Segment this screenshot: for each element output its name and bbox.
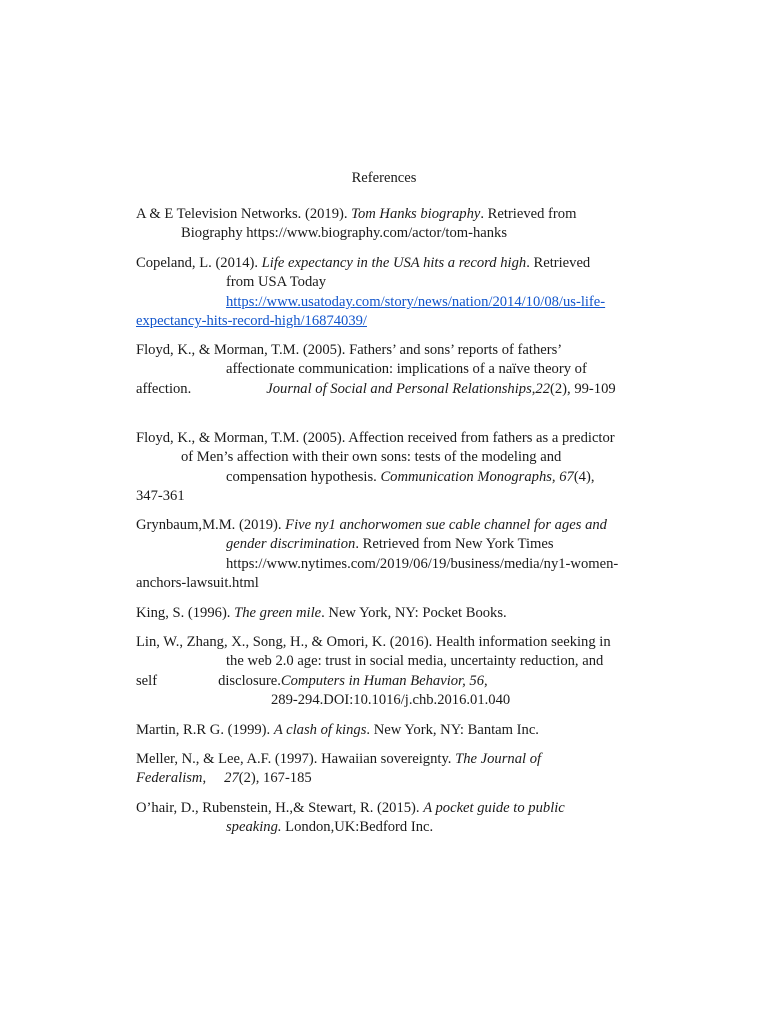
- reference-line: 347-361: [136, 488, 185, 505]
- reference-title: Communication Monographs, 67: [380, 468, 574, 485]
- reference-volume: 27: [224, 770, 239, 787]
- reference-line: [136, 312, 636, 331]
- reference-line: Floyd, K., & Morman, T.M. (2005). Affection received from fathers as a predictor: [136, 430, 615, 446]
- reference-entry: [136, 429, 636, 507]
- reference-line: Grynbaum,M.M. (2019). Five ny1 anchorwomen sue cable channel for ages and: [136, 517, 607, 533]
- reference-title: Computers in Human Behavior, 56: [280, 672, 484, 689]
- reference-line: https://www.nytimes.com/2019/06/19/business/media/ny1-women-: [226, 555, 619, 572]
- reference-line: of Men’s affection with their own sons: tests of the modeling and: [181, 449, 562, 466]
- reference-entry: [136, 516, 636, 594]
- reference-line: Lin, W., Zhang, X., Song, H., & Omori, K. (2016). Health information seeking in: [136, 634, 611, 650]
- reference-line: 289-294.DOI:10.1016/j.chb.2016.01.040: [271, 692, 511, 709]
- reference-line: compensation hypothesis. Communication Monographs, 67(4),: [226, 468, 595, 485]
- reference-title: Tom Hanks biography: [351, 206, 481, 222]
- reference-line: gender discrimination. Retrieved from New York Times: [226, 536, 554, 553]
- reference-title: Federalism: [136, 770, 203, 787]
- reference-line: Federalism, 27(2), 167-185: [136, 770, 312, 787]
- reference-line: Biography https://www.biography.com/actor/tom-hanks: [181, 225, 508, 242]
- reference-title: speaking.: [226, 819, 282, 836]
- reference-title: The green mile: [234, 605, 322, 621]
- reference-line: anchors-lawsuit.html: [136, 575, 259, 592]
- reference-line: A & E Television Networks. (2019). Tom Hanks biography. Retrieved from: [136, 206, 577, 222]
- reference-line: Copeland, L. (2014). Life expectancy in the USA hits a record high. Retrieved: [136, 255, 591, 271]
- reference-title: Life expectancy in the USA hits a record high: [261, 255, 527, 271]
- reference-entry: [136, 205, 636, 244]
- reference-line: O’hair, D., Rubenstein, H.,& Stewart, R. (2015). A pocket guide to public: [136, 800, 565, 816]
- reference-line: [136, 293, 636, 312]
- reference-title: A clash of kings: [273, 722, 367, 738]
- reference-line: affection. Journal of Social and Personal Relationships,22(2), 99-109: [136, 380, 616, 397]
- reference-line: the web 2.0 age: trust in social media, uncertainty reduction, and: [226, 653, 604, 670]
- reference-line: King, S. (1996). The green mile. New York, NY: Pocket Books.: [136, 605, 507, 621]
- reference-entry: [136, 341, 636, 399]
- reference-entry: [136, 721, 636, 740]
- reference-entry: [136, 254, 636, 332]
- reference-line: affectionate communication: implications of a naïve theory of: [226, 361, 587, 378]
- reference-line: Floyd, K., & Morman, T.M. (2005). Fathers’ and sons’ reports of fathers’: [136, 342, 563, 358]
- reference-title: gender discrimination: [226, 536, 356, 553]
- reference-line: Meller, N., & Lee, A.F. (1997). Hawaiian sovereignty. The Journal of: [136, 751, 542, 767]
- reference-entry: [136, 604, 636, 623]
- reference-line: self disclosure.Computers in Human Behavior, 56,: [136, 672, 488, 689]
- usatoday-link-continued[interactable]: expectancy-hits-record-high/16874039/: [136, 313, 367, 330]
- reference-title: Five ny1 anchorwomen sue cable channel for ages and: [285, 517, 607, 533]
- reference-entry: [136, 799, 636, 838]
- reference-title: A pocket guide to public: [423, 800, 565, 816]
- reference-entry: [136, 633, 636, 711]
- reference-entry: [136, 750, 636, 789]
- reference-title: The Journal of: [455, 751, 542, 767]
- references-heading: References: [351, 170, 417, 186]
- reference-title: Journal of Social and Personal Relationships,22: [266, 380, 551, 397]
- reference-line: from USA Today: [226, 274, 327, 291]
- reference-line: speaking. London,UK:Bedford Inc.: [226, 819, 434, 836]
- reference-line: Martin, R.R G. (1999). A clash of kings. New York, NY: Bantam Inc.: [136, 722, 539, 738]
- usatoday-link[interactable]: https://www.usatoday.com/story/news/nation/2014/10/08/us-life-: [226, 293, 606, 310]
